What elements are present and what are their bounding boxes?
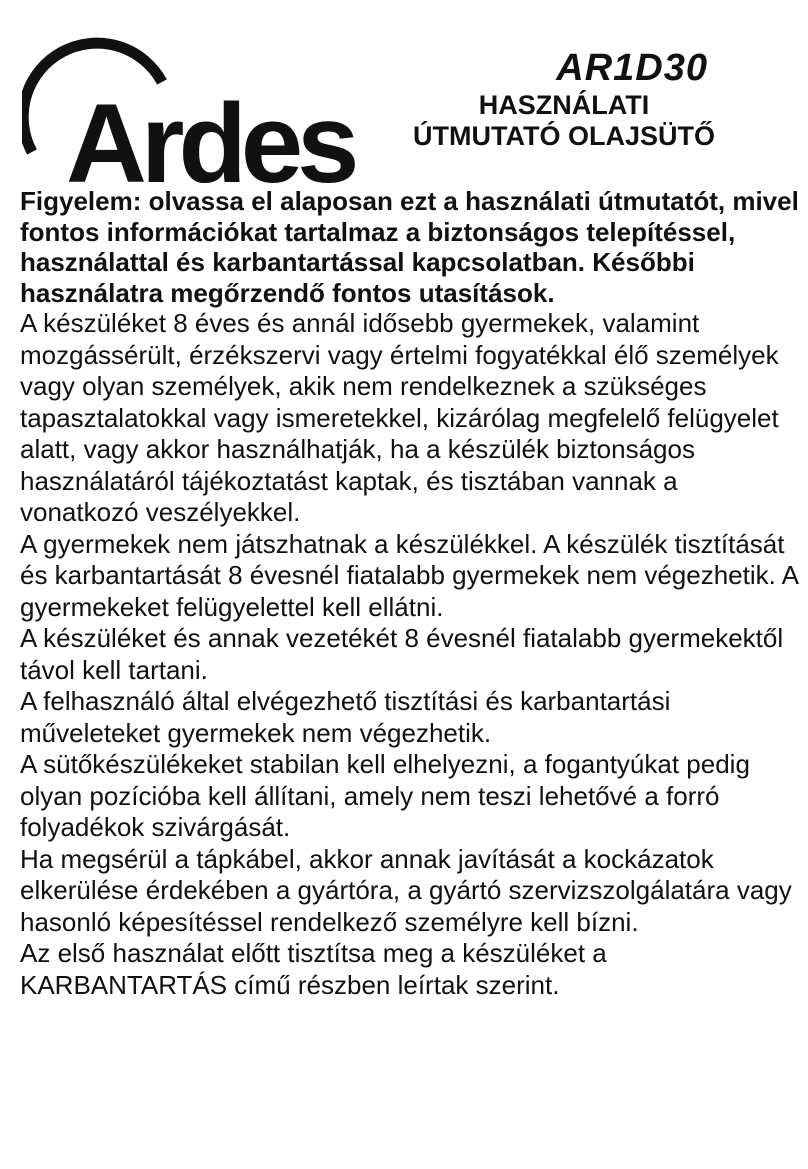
safety-paragraph: A gyermekek nem játszhatnak a készülékkel. A készülék tisztítását és karbantartását 8 évesnél fiatalabb gyermekek nem végezhetik. A gyermekeket felügyelettel kell ellátni. xyxy=(20,528,798,622)
safety-paragraph: A készüléket és annak vezetékét 8 évesnél fiatalabb gyermekektől távol kell tartani. xyxy=(20,623,784,685)
safety-paragraph: A készüléket 8 éves és annál idősebb gyermekek, valamint mozgássérült, érzékszervi vagy értelmi fogyatékkal élő személyek vagy olyan személyek, akik nem rendelkeznek a szükséges tapasztalatokkal vagy ismeretekkel, kizárólag megfelelő felügyelet alatt, vagy akkor használhatják, ha a készülék biztonságos használatáról tájékoztatást kaptak, és tisztában vannak a vonatkozó veszélyekkel. xyxy=(20,308,779,527)
instructions-body xyxy=(20,186,800,1001)
document-title xyxy=(354,90,774,152)
warning-notice: Figyelem: olvassa el alaposan ezt a használati útmutatót, mivel fontos információkat tartalmaz a biztonságos telepítéssel, használattal és karbantartással kapcsolatban. Későbbi használatra megőrzendő fontos utasítások. xyxy=(20,186,799,308)
safety-paragraph: Az első használat előtt tisztítsa meg a készüléket a KARBANTARTÁS című részben leírtak szerint. xyxy=(20,938,607,1000)
document-title-line-2: ÚTMUTATÓ OLAJSÜTŐ xyxy=(413,121,715,151)
model-number: AR1D30 xyxy=(556,47,708,89)
safety-paragraph: Ha megsérül a tápkábel, akkor annak javítását a kockázatok elkerülése érdekében a gyártóra, a gyártó szervizszolgálatára vagy hasonló képesítéssel rendelkező személyre kell bízni. xyxy=(20,843,792,937)
document-header xyxy=(0,0,808,206)
ardes-logo xyxy=(22,22,372,206)
safety-paragraph: A felhasználó által elvégezhető tisztítási és karbantartási műveleteket gyermekek nem végezhetik. xyxy=(20,686,671,748)
document-title-line-1: HASZNÁLATI xyxy=(478,90,650,120)
logo-wordmark: Ardes xyxy=(66,81,354,206)
safety-paragraph: A sütőkészülékeket stabilan kell elhelyezni, a fogantyúkat pedig olyan pozícióba kell állítani, amely nem teszi lehetővé a forró folyadékok szivárgását. xyxy=(20,749,750,842)
